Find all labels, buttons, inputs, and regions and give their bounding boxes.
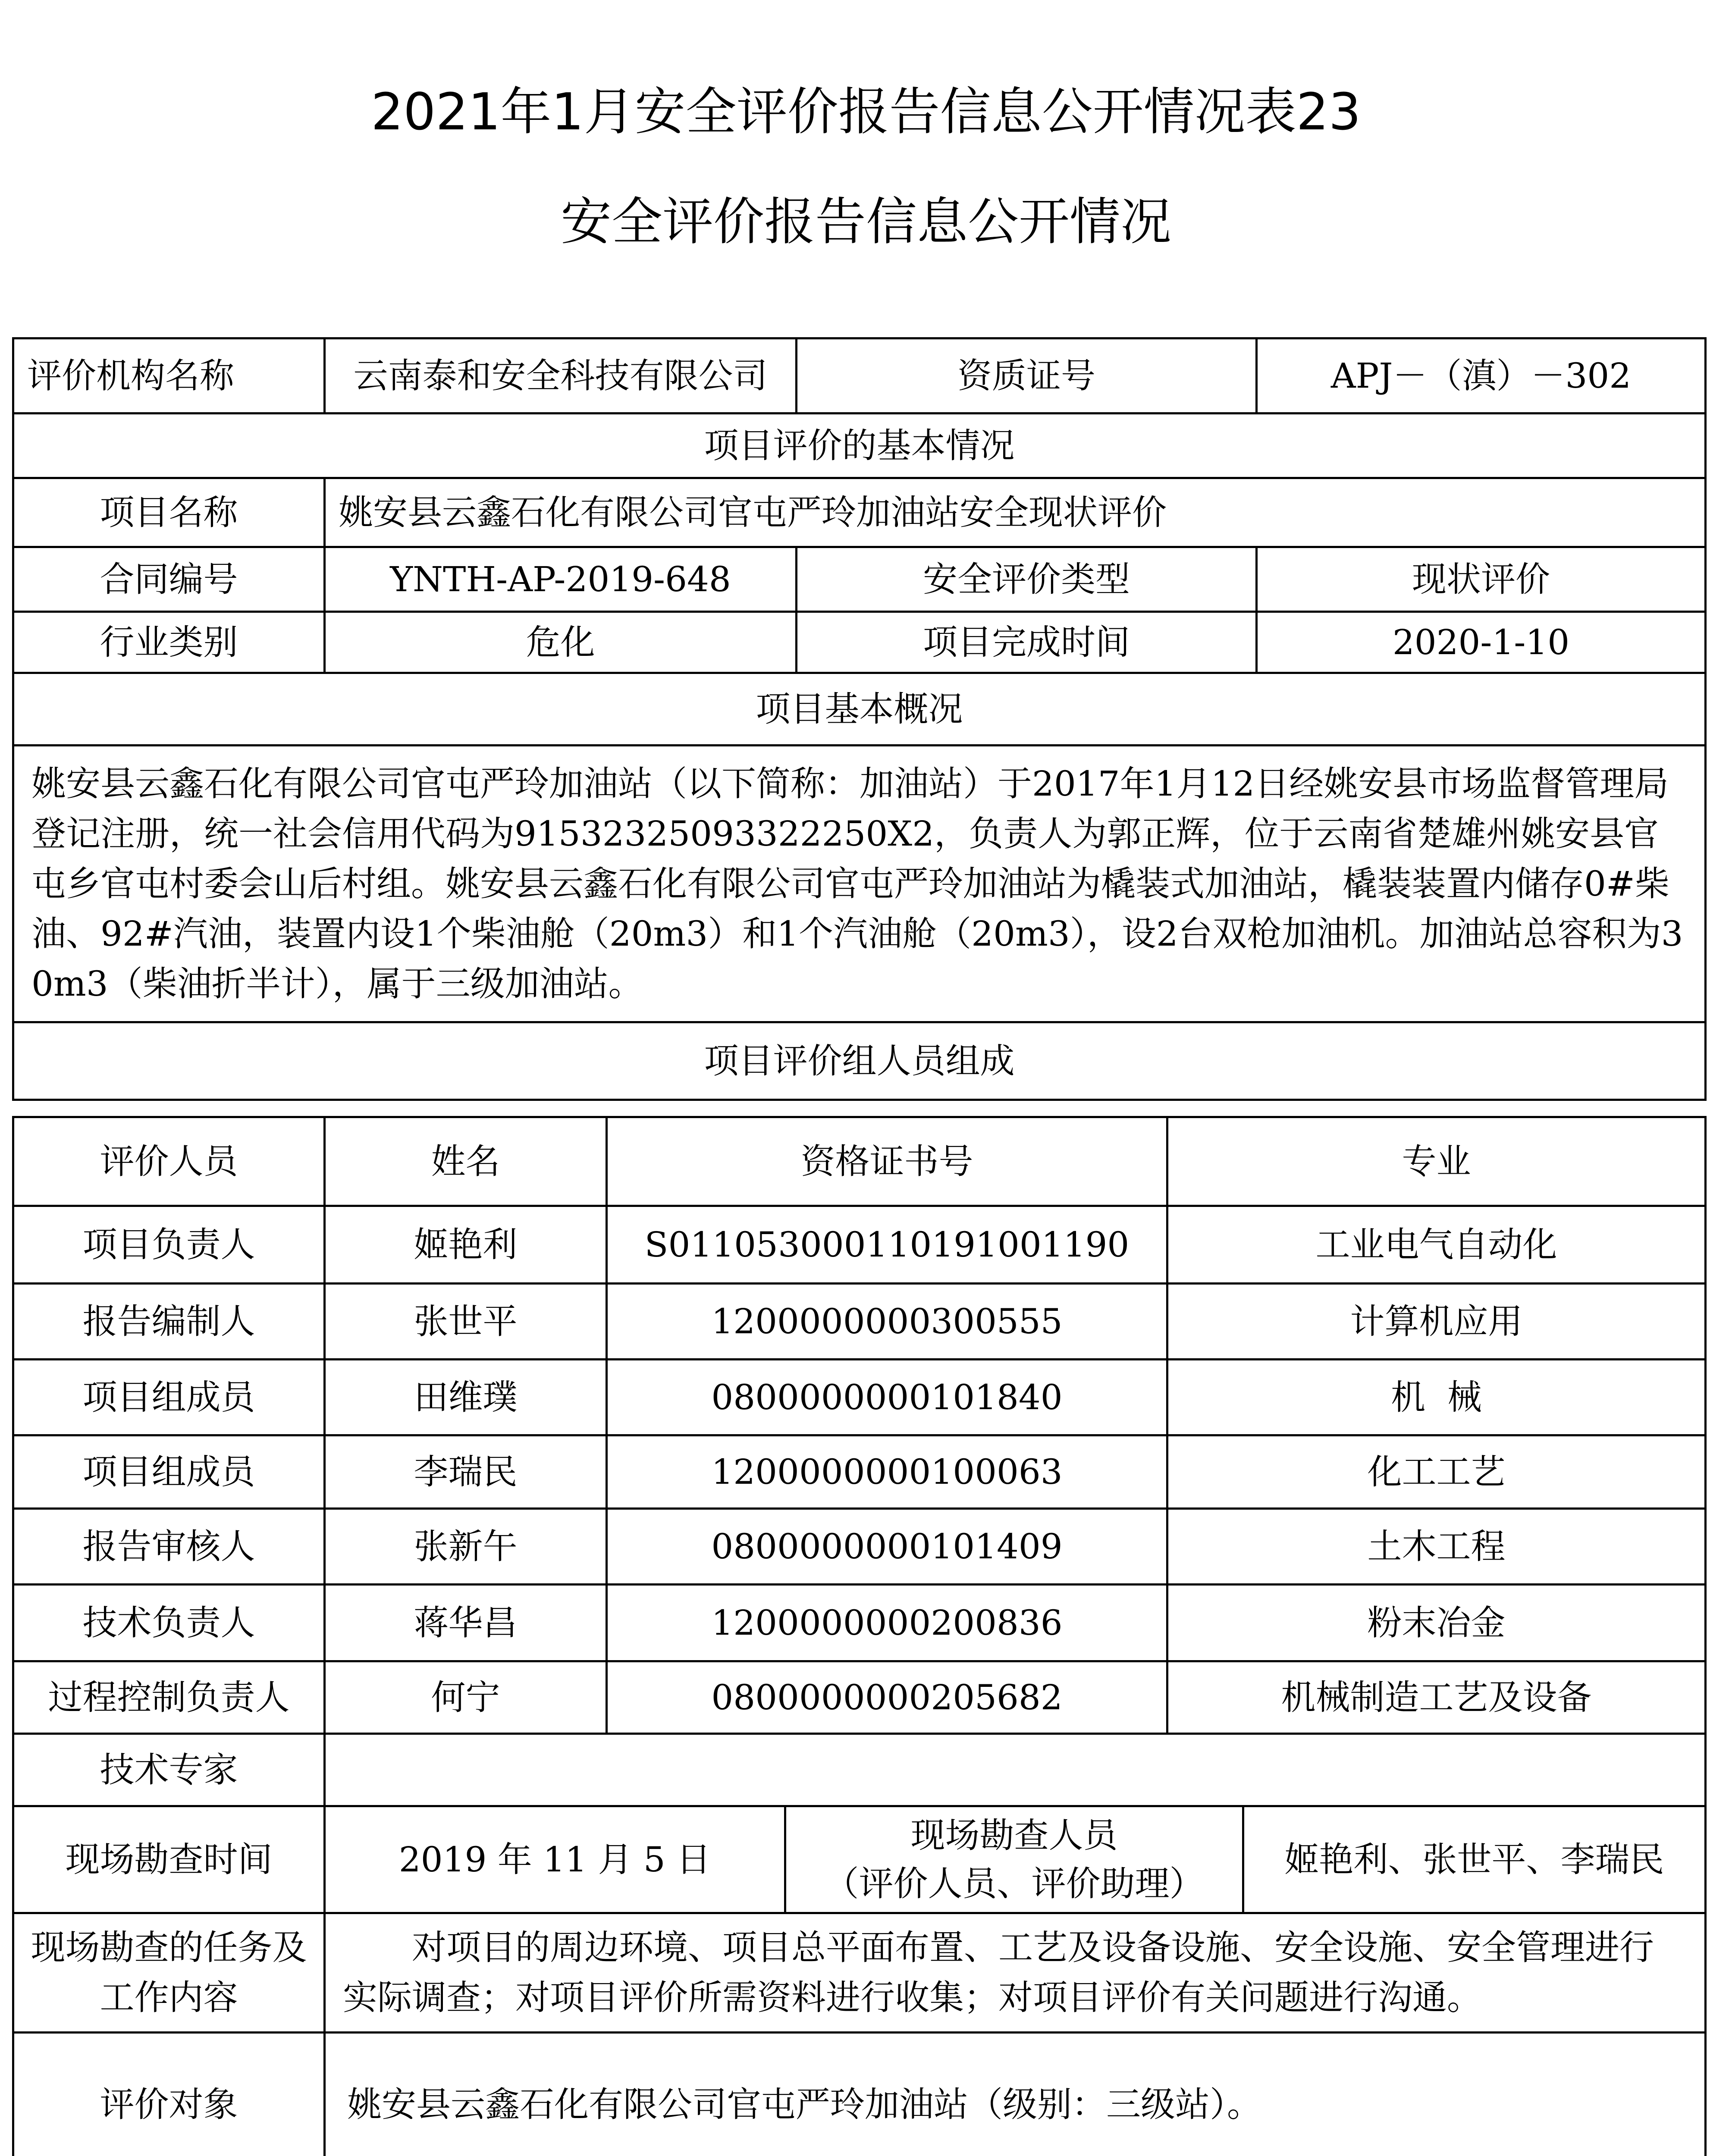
member-role: 过程控制负责人 — [13, 1661, 325, 1734]
overview-text: 姚安县云鑫石化有限公司官屯严玲加油站（以下简称：加油站）于2017年1月12日经姚安县市场监督管理局登记注册，统一社会信用代码为91532325093322250X2，负责人为郭正辉，位于云南省楚雄州姚安县官屯乡官屯村委会山后村组。姚安县云鑫石化有限公司官屯严玲加油站为橇装式加油站，橇装装置内储存0#柴油、92#汽油，装置内设1个柴油舱（20m3）和1个汽油舱（20m3），设2台双枪加油机。加油站总容积为30m3（柴油折半计），属于三级加油站。 — [13, 746, 1706, 1022]
member-major: 土木工程 — [1167, 1509, 1706, 1585]
member-cert: 0800000000101840 — [607, 1360, 1167, 1435]
team-header-cert: 资格证书号 — [607, 1117, 1167, 1206]
survey-task: 对项目的周边环境、项目总平面布置、工艺及设备设施、安全设施、安全管理进行实际调查；对项目评价所需资料进行收集；对项目评价有关问题进行沟通。 — [325, 1913, 1706, 2033]
member-major: 粉末冶金 — [1167, 1585, 1706, 1661]
eval-type-label: 安全评价类型 — [797, 547, 1257, 612]
disclosure-table — [12, 337, 1707, 1101]
member-cert: 1200000000100063 — [607, 1435, 1167, 1509]
member-role: 项目组成员 — [13, 1360, 325, 1435]
table-row — [13, 1509, 1706, 1585]
team-table — [12, 1116, 1707, 1807]
expert-row — [13, 1734, 1706, 1806]
member-major: 机械制造工艺及设备 — [1167, 1661, 1706, 1734]
table-row — [13, 1206, 1706, 1284]
table-row — [13, 1284, 1706, 1360]
contract-number: YNTH-AP-2019-648 — [325, 547, 797, 612]
table-row — [13, 1360, 1706, 1435]
basic-section-title: 项目评价的基本情况 — [13, 414, 1706, 478]
member-name: 田维璞 — [325, 1360, 607, 1435]
org-row — [13, 338, 1706, 414]
member-role: 报告审核人 — [13, 1509, 325, 1585]
member-cert: S011053000110191001190 — [607, 1206, 1167, 1284]
survey-staff-label-line2: （评价人员、评价助理） — [824, 1863, 1204, 1904]
page-title: 2021年1月安全评价报告信息公开情况表23 — [371, 82, 1361, 141]
expert-value — [325, 1734, 1706, 1806]
org-name-label: 评价机构名称 — [13, 338, 325, 414]
team-section-title: 项目评价组人员组成 — [13, 1022, 1706, 1100]
contract-label: 合同编号 — [13, 547, 325, 612]
member-major: 计算机应用 — [1167, 1284, 1706, 1360]
survey-table — [12, 1805, 1707, 2156]
overview-section-title: 项目基本概况 — [13, 673, 1706, 746]
industry-label: 行业类别 — [13, 612, 325, 673]
survey-time: 2019 年 11 月 5 日 — [325, 1806, 785, 1913]
project-name-label: 项目名称 — [13, 478, 325, 547]
member-name: 张新午 — [325, 1509, 607, 1585]
member-cert: 1200000000300555 — [607, 1284, 1167, 1360]
industry: 危化 — [325, 612, 797, 673]
survey-staff-label — [785, 1806, 1243, 1913]
member-major: 化工工艺 — [1167, 1435, 1706, 1509]
eval-object-row — [13, 2033, 1706, 2156]
survey-task-row — [13, 1913, 1706, 2033]
member-cert: 0800000000101409 — [607, 1509, 1167, 1585]
member-major: 工业电气自动化 — [1167, 1206, 1706, 1284]
eval-object-label: 评价对象 — [13, 2033, 325, 2156]
member-role: 项目组成员 — [13, 1435, 325, 1509]
project-name: 姚安县云鑫石化有限公司官屯严玲加油站安全现状评价 — [325, 478, 1706, 547]
table-row — [13, 1661, 1706, 1734]
page-subtitle: 安全评价报告信息公开情况 — [560, 192, 1171, 251]
survey-staff: 姬艳利、张世平、李瑞民 — [1243, 1806, 1706, 1913]
cert-label: 资质证号 — [797, 338, 1257, 414]
completion-label: 项目完成时间 — [797, 612, 1257, 673]
member-name: 姬艳利 — [325, 1206, 607, 1284]
member-name: 张世平 — [325, 1284, 607, 1360]
member-role: 技术负责人 — [13, 1585, 325, 1661]
member-role: 报告编制人 — [13, 1284, 325, 1360]
table-row — [13, 1585, 1706, 1661]
member-role: 项目负责人 — [13, 1206, 325, 1284]
member-name: 蒋华昌 — [325, 1585, 607, 1661]
eval-object: 姚安县云鑫石化有限公司官屯严玲加油站（级别：三级站）。 — [325, 2033, 1706, 2156]
completion-date: 2020-1-10 — [1257, 612, 1706, 673]
team-header-role: 评价人员 — [13, 1117, 325, 1206]
team-header-name: 姓名 — [325, 1117, 607, 1206]
member-major: 机 械 — [1167, 1360, 1706, 1435]
survey-staff-label-line1: 现场勘查人员 — [910, 1815, 1118, 1855]
team-header-major: 专业 — [1167, 1117, 1706, 1206]
member-cert: 0800000000205682 — [607, 1661, 1167, 1734]
survey-time-label: 现场勘查时间 — [13, 1806, 325, 1913]
expert-label: 技术专家 — [13, 1734, 325, 1806]
member-name: 李瑞民 — [325, 1435, 607, 1509]
member-cert: 1200000000200836 — [607, 1585, 1167, 1661]
survey-time-row — [13, 1806, 1706, 1913]
org-name: 云南泰和安全科技有限公司 — [325, 338, 797, 414]
table-row — [13, 1435, 1706, 1509]
survey-task-label: 现场勘查的任务及工作内容 — [13, 1913, 325, 2033]
cert-number: APJ－（滇）－302 — [1257, 338, 1706, 414]
eval-type: 现状评价 — [1257, 547, 1706, 612]
team-header-row — [13, 1117, 1706, 1206]
member-name: 何宁 — [325, 1661, 607, 1734]
